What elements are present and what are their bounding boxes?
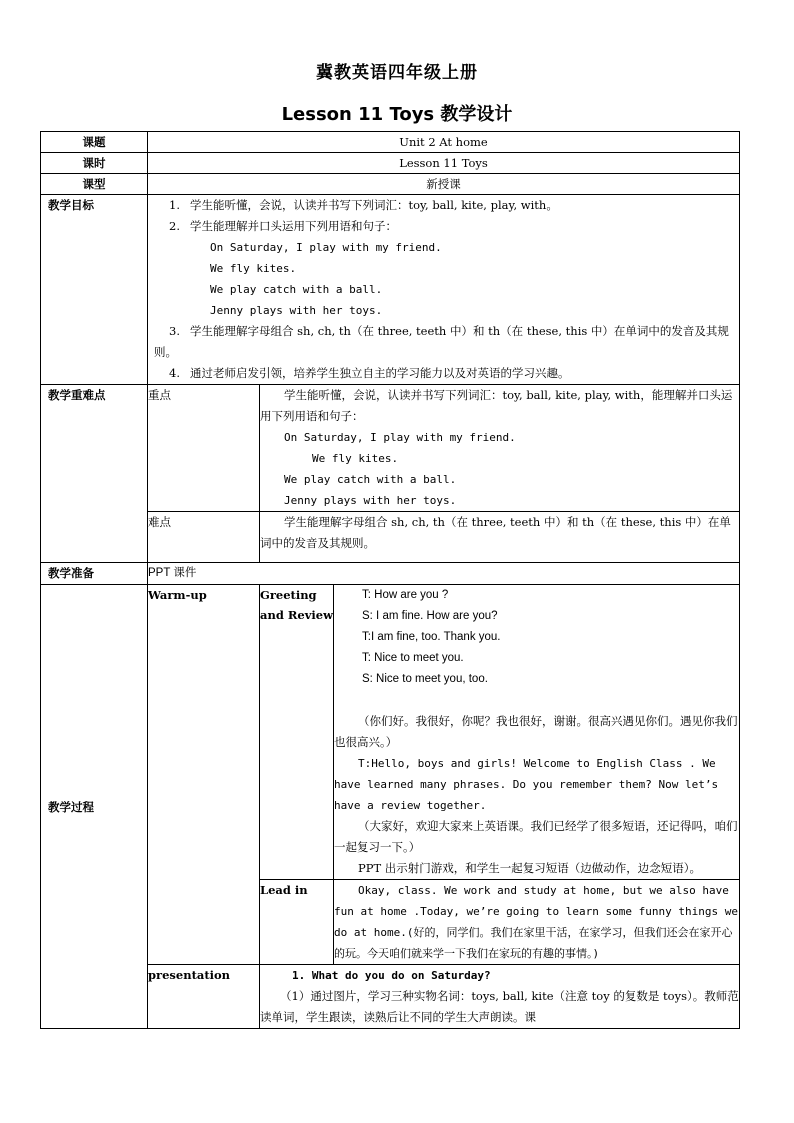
presentation-content bbox=[260, 965, 740, 1029]
sentence: We play catch with a ball. bbox=[210, 283, 383, 296]
key-content bbox=[260, 385, 740, 512]
objective-item: 1. 学生能听懂，会说，认读并书写下列词汇：toy, ball, kite, play, with。 bbox=[169, 198, 558, 212]
document-title: 冀教英语四年级上册 bbox=[316, 63, 478, 83]
label-focus: 教学重难点 bbox=[41, 385, 148, 563]
dialog-line: T:I am fine, too. Thank you. bbox=[362, 631, 501, 643]
paragraph: （你们好。我很好，你呢？我也很好，谢谢。很高兴遇见你们。遇见你我们也很高兴。） bbox=[334, 714, 738, 749]
sentence: Jenny plays with her toys. bbox=[284, 494, 457, 507]
paragraph: T:Hello, boys and girls! Welcome to English Class . We have learned many phrases. Do you remember them? Now let’s have a review together. bbox=[334, 757, 719, 812]
leadin-content bbox=[334, 880, 740, 965]
row-key-points bbox=[41, 385, 740, 512]
label-warmup: Warm-up bbox=[148, 585, 260, 965]
sentence: On Saturday, I play with my friend. bbox=[210, 241, 442, 254]
value-type: 新授课 bbox=[148, 174, 740, 195]
sentence: We fly kites. bbox=[210, 262, 297, 275]
objectives-content bbox=[148, 195, 740, 385]
dialog-line: T: Nice to meet you. bbox=[362, 652, 464, 664]
dialog-line: T: How are you ? bbox=[362, 589, 449, 601]
value-preparation: PPT 课件 bbox=[148, 563, 740, 585]
label-objectives: 教学目标 bbox=[41, 195, 148, 385]
label-preparation: 教学准备 bbox=[41, 563, 148, 585]
presentation-text: （1）通过图片，学习三种实物名词：toys, ball, kite（注意 toy 的复数是 toys）。教师范读单词，学生跟读，读熟后让不同的学生大声朗读。课 bbox=[260, 989, 739, 1024]
label-greeting: Greeting and Review bbox=[260, 585, 334, 880]
objective-item: 2. 学生能理解并口头运用下列用语和句子： bbox=[169, 219, 397, 233]
key-text: 学生能听懂，会说，认读并书写下列词汇：toy, ball, kite, play, with，能理解并口头运用下列用语和句子： bbox=[260, 388, 733, 423]
label-key: 重点 bbox=[148, 385, 260, 512]
sentence: On Saturday, I play with my friend. bbox=[284, 431, 516, 444]
row-warmup bbox=[41, 585, 740, 880]
objective-item: 4. 通过老师启发引领，培养学生独立自主的学习能力以及对英语的学习兴趣。 bbox=[169, 366, 570, 380]
label-process: 教学过程 bbox=[41, 585, 148, 1029]
lesson-plan-table bbox=[40, 131, 740, 1029]
greeting-content bbox=[334, 585, 740, 880]
row-type bbox=[41, 174, 740, 195]
row-objectives bbox=[41, 195, 740, 385]
label-difficult: 难点 bbox=[148, 512, 260, 563]
sentence: We fly kites. bbox=[312, 452, 399, 465]
label-topic: 课题 bbox=[41, 132, 148, 153]
lesson-title: Lesson 11 Toys 教学设计 bbox=[281, 104, 513, 125]
label-type: 课型 bbox=[41, 174, 148, 195]
value-period: Lesson 11 Toys bbox=[148, 153, 740, 174]
row-preparation bbox=[41, 563, 740, 585]
paragraph: （大家好，欢迎大家来上英语课。我们已经学了很多短语，还记得吗，咱们一起复习一下。） bbox=[334, 819, 738, 854]
leadin-text: Okay, class. We work and study at home, but we also have fun at home .Today, we’re going to learn some funny things we do at home.(好的，同学们。我们在家里干活，在家学习，但我们还会在家开心的玩。今天咱们就来学一下我们在家玩的有趣的事情。) bbox=[334, 884, 738, 960]
difficult-text: 学生能理解字母组合 sh, ch, th（在 three, teeth 中）和 th（在 these, this 中）在单词中的发音及其规则。 bbox=[260, 515, 731, 550]
dialog-line: S: I am fine. How are you? bbox=[362, 610, 498, 622]
objective-item: 3. 学生能理解字母组合 sh, ch, th（在 three, teeth 中）和 th（在 these, this 中）在单词中的发音及其规则。 bbox=[154, 324, 729, 359]
presentation-heading: 1. What do you do on Saturday? bbox=[292, 969, 491, 982]
difficult-content bbox=[260, 512, 740, 563]
row-topic bbox=[41, 132, 740, 153]
label-period: 课时 bbox=[41, 153, 148, 174]
value-topic: Unit 2 At home bbox=[148, 132, 740, 153]
sentence: We play catch with a ball. bbox=[284, 473, 457, 486]
sentence: Jenny plays with her toys. bbox=[210, 304, 383, 317]
label-leadin: Lead in bbox=[260, 880, 334, 965]
row-period bbox=[41, 153, 740, 174]
paragraph: PPT 出示射门游戏，和学生一起复习短语（边做动作，边念短语）。 bbox=[358, 861, 702, 875]
dialog-line: S: Nice to meet you, too. bbox=[362, 673, 488, 685]
label-presentation: presentation bbox=[148, 965, 260, 1029]
